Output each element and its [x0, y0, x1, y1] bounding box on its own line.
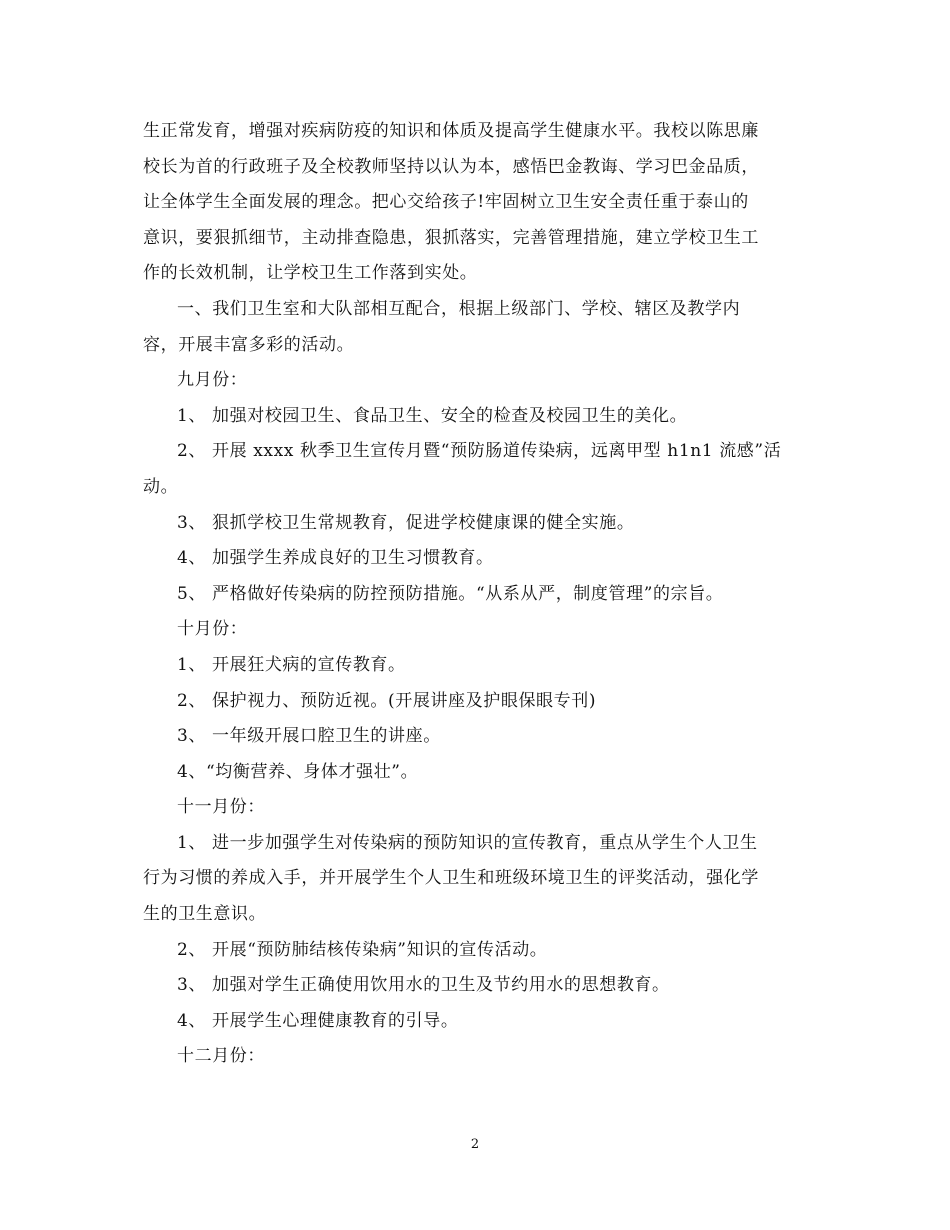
paragraph-line: 生的卫生意识。: [143, 904, 267, 925]
paragraph-line: 1、 加强对校园卫生、食品卫生、安全的检查及校园卫生的美化。: [177, 405, 688, 426]
paragraph: [143, 826, 807, 933]
paragraph: [143, 755, 807, 791]
page-number: 2: [470, 1137, 480, 1152]
paragraph: [143, 933, 807, 969]
paragraph-line: 2、 开展 xxxx 秋季卫生宣传月暨“预防肠道传染病，远离甲型 h1n1 流感”活: [177, 441, 782, 462]
paragraph-line: 让全体学生全面发展的理念。把心交给孩子!牢固树立卫生安全责任重于泰山的: [143, 192, 749, 213]
paragraph: [143, 292, 807, 363]
paragraph-line: 动。: [143, 476, 179, 497]
paragraph-line: 1、 进一步加强学生对传染病的预防知识的宣传教育，重点从学生个人卫生: [177, 832, 758, 853]
paragraph-line: 4、“均衡营养、身体才强壮”。: [177, 761, 419, 782]
paragraph-line: 3、 加强对学生正确使用饮用水的卫生及节约用水的思想教育。: [177, 975, 670, 996]
paragraph: [143, 1039, 807, 1075]
paragraph: [143, 684, 807, 720]
paragraph: [143, 399, 807, 435]
paragraph-line: 容，开展丰富多彩的活动。: [143, 334, 355, 355]
paragraph-line: 作的长效机制，让学校卫生工作落到实处。: [143, 263, 478, 284]
paragraph-line: 4、 加强学生养成良好的卫生习惯教育。: [177, 548, 494, 569]
paragraph: [143, 577, 807, 613]
paragraph-line: 2、 开展“预防肺结核传染病”知识的宣传活动。: [177, 939, 548, 960]
paragraph-line: 2、 保护视力、预防近视。(开展讲座及护眼保眼专刊): [177, 690, 597, 711]
paragraph: [143, 968, 807, 1004]
paragraph-line: 十月份：: [177, 619, 248, 640]
paragraph: [143, 612, 807, 648]
paragraph-line: 生正常发育，增强对疾病防疫的知识和体质及提高学生健康水平。我校以陈思廉: [143, 121, 759, 141]
paragraph: [143, 719, 807, 755]
paragraph: [143, 1004, 807, 1040]
paragraph-line: 九月份：: [177, 370, 248, 391]
paragraph-line: 十一月份：: [177, 797, 265, 818]
paragraph-line: 5、 严格做好传染病的防控预防措施。“从系从严，制度管理”的宗旨。: [177, 583, 724, 604]
paragraph-line: 校长为首的行政班子及全校教师坚持以认为本，感悟巴金教诲、学习巴金品质，: [143, 156, 759, 177]
paragraph-line: 一、我们卫生室和大队部相互配合，根据上级部门、学校、辖区及教学内: [177, 298, 741, 319]
paragraph-line: 3、 狠抓学校卫生常规教育，促进学校健康课的健全实施。: [177, 512, 635, 533]
paragraph: [143, 790, 807, 826]
paragraph: [143, 541, 807, 577]
paragraph-line: 3、 一年级开展口腔卫生的讲座。: [177, 726, 441, 747]
paragraph: [143, 506, 807, 542]
paragraph: [143, 363, 807, 399]
paragraph: [143, 434, 807, 505]
paragraph-line: 4、 开展学生心理健康教育的引导。: [177, 1010, 459, 1031]
document-body: [143, 114, 807, 1075]
paragraph: [143, 648, 807, 684]
paragraph-line: 意识，要狠抓细节，主动排查隐患，狠抓落实，完善管理措施，建立学校卫生工: [143, 227, 759, 248]
paragraph-line: 1、 开展狂犬病的宣传教育。: [177, 654, 406, 675]
paragraph-line: 行为习惯的养成入手，并开展学生个人卫生和班级环境卫生的评奖活动，强化学: [143, 868, 759, 889]
paragraph: [143, 114, 807, 292]
paragraph-line: 十二月份：: [177, 1046, 265, 1067]
